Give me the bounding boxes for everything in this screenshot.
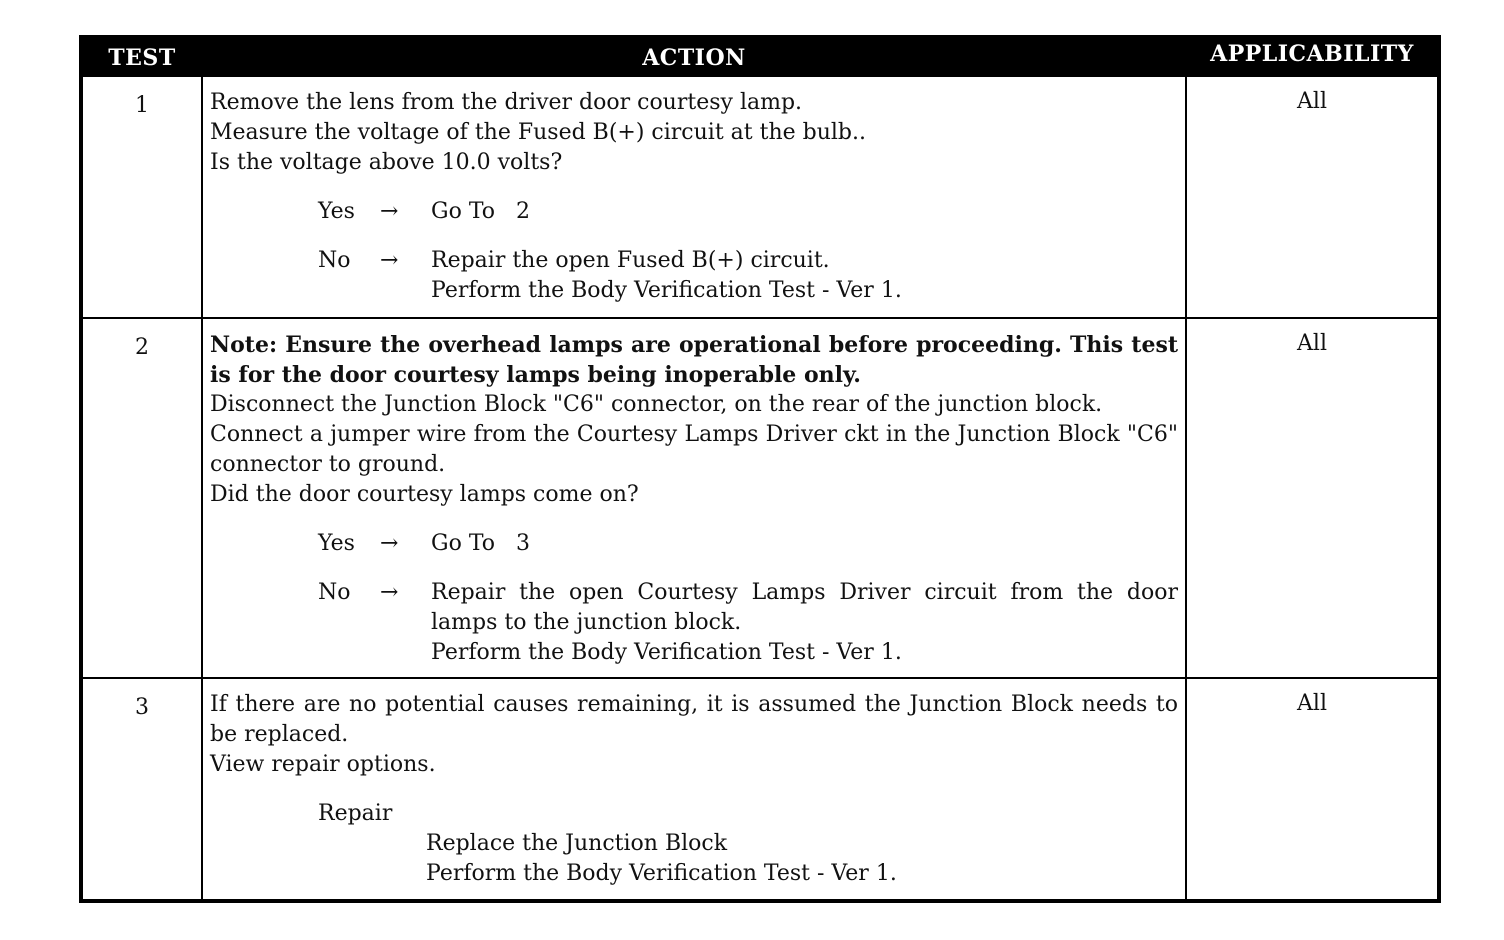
- yes-label: Yes: [318, 199, 355, 224]
- table-row-1: [83, 77, 1437, 319]
- yes-label: Yes: [318, 531, 355, 556]
- diagnostic-test-table: [79, 35, 1441, 903]
- no-result-line: Perform the Body Verification Test - Ver 1.: [431, 278, 902, 303]
- header-applicability: APPLICABILITY: [1210, 41, 1414, 67]
- no-label: No: [318, 248, 351, 273]
- header-test: TEST: [108, 45, 176, 71]
- yes-result: Go To 3: [431, 531, 530, 556]
- table-row-3: [83, 677, 1437, 899]
- repair-line: Replace the Junction Block: [426, 831, 728, 856]
- action-line: Remove the lens from the driver door courtesy lamp.: [210, 90, 803, 115]
- table-row-2: [83, 317, 1437, 679]
- no-result-line: Repair the open Fused B(+) circuit.: [431, 248, 830, 273]
- action-line: Measure the voltage of the Fused B(+) circuit at the bulb..: [210, 120, 866, 145]
- no-branch: [210, 246, 1178, 306]
- action-line: If there are no potential causes remaining, it is assumed the Junction Block needs to be replaced.: [210, 692, 1178, 747]
- arrow-icon: →: [380, 531, 399, 556]
- applicability-value: All: [1297, 691, 1327, 716]
- action-line: View repair options.: [210, 752, 436, 777]
- action-line: Did the door courtesy lamps come on?: [210, 482, 639, 507]
- no-label: No: [318, 580, 351, 605]
- arrow-icon: →: [380, 199, 399, 224]
- arrow-icon: →: [380, 580, 399, 605]
- action-cell: [210, 330, 1178, 668]
- no-result-line: Repair the open Courtesy Lamps Driver circuit from the door lamps to the junction block.: [431, 580, 1178, 635]
- applicability-value: All: [1297, 89, 1327, 114]
- note-text: Note: Ensure the overhead lamps are operational before proceeding. This test is for the door courtesy lamps being inoperable only.: [210, 332, 1178, 388]
- action-cell: [210, 690, 1178, 889]
- action-line: Connect a jumper wire from the Courtesy Lamps Driver ckt in the Junction Block "C6" connector to ground.: [210, 422, 1178, 477]
- yes-branch: [210, 529, 1178, 559]
- header-action: ACTION: [642, 45, 746, 71]
- no-result-line: Perform the Body Verification Test - Ver 1.: [431, 640, 902, 665]
- action-line: Is the voltage above 10.0 volts?: [210, 150, 563, 175]
- repair-options: [426, 829, 1178, 889]
- no-result: [431, 578, 1178, 668]
- repair-label: Repair: [318, 801, 393, 826]
- action-line: Disconnect the Junction Block "C6" connector, on the rear of the junction block.: [210, 392, 1103, 417]
- test-number: 1: [135, 93, 149, 118]
- arrow-icon: →: [380, 248, 399, 273]
- no-result: [431, 246, 1178, 306]
- table-header: [83, 39, 1437, 77]
- test-number: 2: [135, 335, 149, 360]
- action-cell: [210, 88, 1178, 306]
- no-branch: [210, 578, 1178, 668]
- yes-result: Go To 2: [431, 199, 530, 224]
- yes-branch: [210, 197, 1178, 227]
- repair-line: Perform the Body Verification Test - Ver 1.: [426, 861, 897, 886]
- applicability-value: All: [1297, 331, 1327, 356]
- test-number: 3: [135, 695, 149, 720]
